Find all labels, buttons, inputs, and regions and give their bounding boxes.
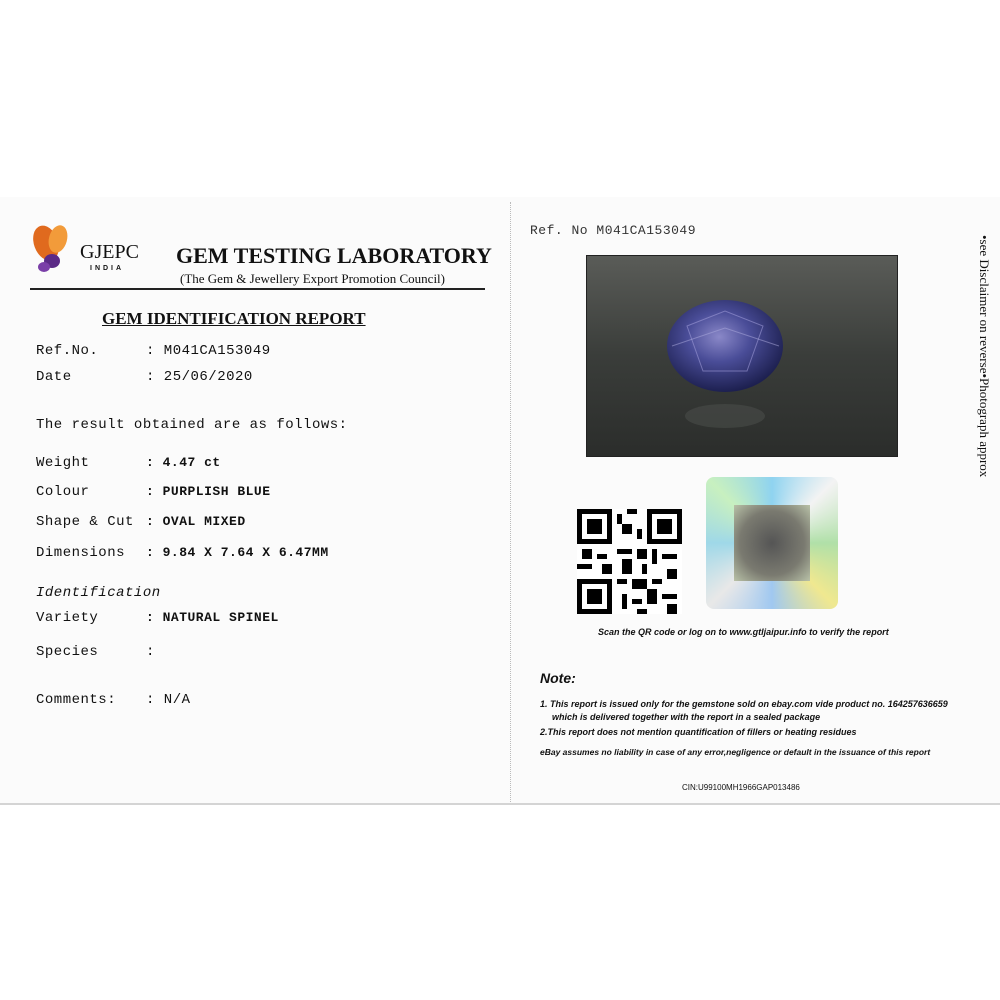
date-row	[36, 369, 506, 389]
species-value: :	[146, 644, 155, 660]
field-label: Shape & Cut	[36, 514, 134, 530]
hologram-center	[734, 505, 810, 581]
qr-code-icon	[577, 509, 682, 614]
hologram-seal	[706, 477, 838, 609]
certificate-card	[0, 197, 1000, 805]
gemstone-photo	[586, 255, 898, 457]
field-value: : 9.84 X 7.64 X 6.47MM	[146, 545, 329, 560]
comments-label: Comments:	[36, 692, 117, 708]
field-value: : 4.47 ct	[146, 455, 221, 470]
disclaimer-side-text: •see Disclaimer on reverse•Photograph approx	[977, 235, 992, 478]
cin-text: CIN:U99100MH1966GAP013486	[682, 783, 800, 792]
gjepc-logo	[30, 221, 140, 283]
note-line-3: 2.This report does not mention quantification of fillers or heating residues	[540, 727, 857, 737]
field-value: : OVAL MIXED	[146, 514, 246, 529]
field-label: Weight	[36, 455, 90, 471]
species-row	[36, 644, 506, 664]
note-line-4: eBay assumes no liability in case of any error,negligence or default in the issuance of this report	[540, 747, 931, 757]
comments-value: : N/A	[146, 692, 191, 708]
butterfly-logo-icon	[30, 221, 74, 281]
weight-row	[36, 455, 506, 475]
note-heading: Note:	[540, 670, 576, 686]
species-label: Species	[36, 644, 99, 660]
date-value: : 25/06/2020	[146, 369, 253, 385]
variety-value: : NATURAL SPINEL	[146, 610, 279, 625]
report-title: GEM IDENTIFICATION REPORT	[102, 309, 366, 328]
intro-text: The result obtained are as follows:	[36, 417, 348, 433]
variety-row	[36, 610, 506, 630]
logo-brand: GJEPC	[80, 241, 139, 263]
header-divider	[30, 288, 485, 290]
scan-text: Scan the QR code or log on to www.gtljaipur.info to verify the report	[598, 627, 889, 637]
date-label: Date	[36, 369, 72, 385]
dimensions-row	[36, 545, 506, 565]
logo-country: INDIA	[90, 265, 125, 272]
note-line-2: which is delivered together with the report in a sealed package	[552, 712, 821, 722]
field-value: : PURPLISH BLUE	[146, 484, 271, 499]
shape-cut-row	[36, 514, 506, 534]
right-ref: Ref. No M041CA153049	[530, 223, 697, 238]
panel-divider	[510, 202, 511, 802]
identification-heading: Identification	[36, 585, 161, 601]
colour-row	[36, 484, 506, 504]
ref-row	[36, 343, 506, 363]
note-line-1: 1. This report is issued only for the gemstone sold on ebay.com vide product no. 164257636659	[540, 699, 948, 709]
comments-row	[36, 692, 506, 712]
variety-label: Variety	[36, 610, 99, 626]
ref-value: : M041CA153049	[146, 343, 271, 359]
ref-label: Ref.No.	[36, 343, 99, 359]
gemstone-image	[587, 256, 897, 456]
lab-subtitle: (The Gem & Jewellery Export Promotion Council)	[180, 271, 446, 286]
field-label: Colour	[36, 484, 90, 500]
field-label: Dimensions	[36, 545, 126, 561]
lab-title: GEM TESTING LABORATORY	[176, 243, 492, 268]
qr-code	[577, 509, 682, 614]
